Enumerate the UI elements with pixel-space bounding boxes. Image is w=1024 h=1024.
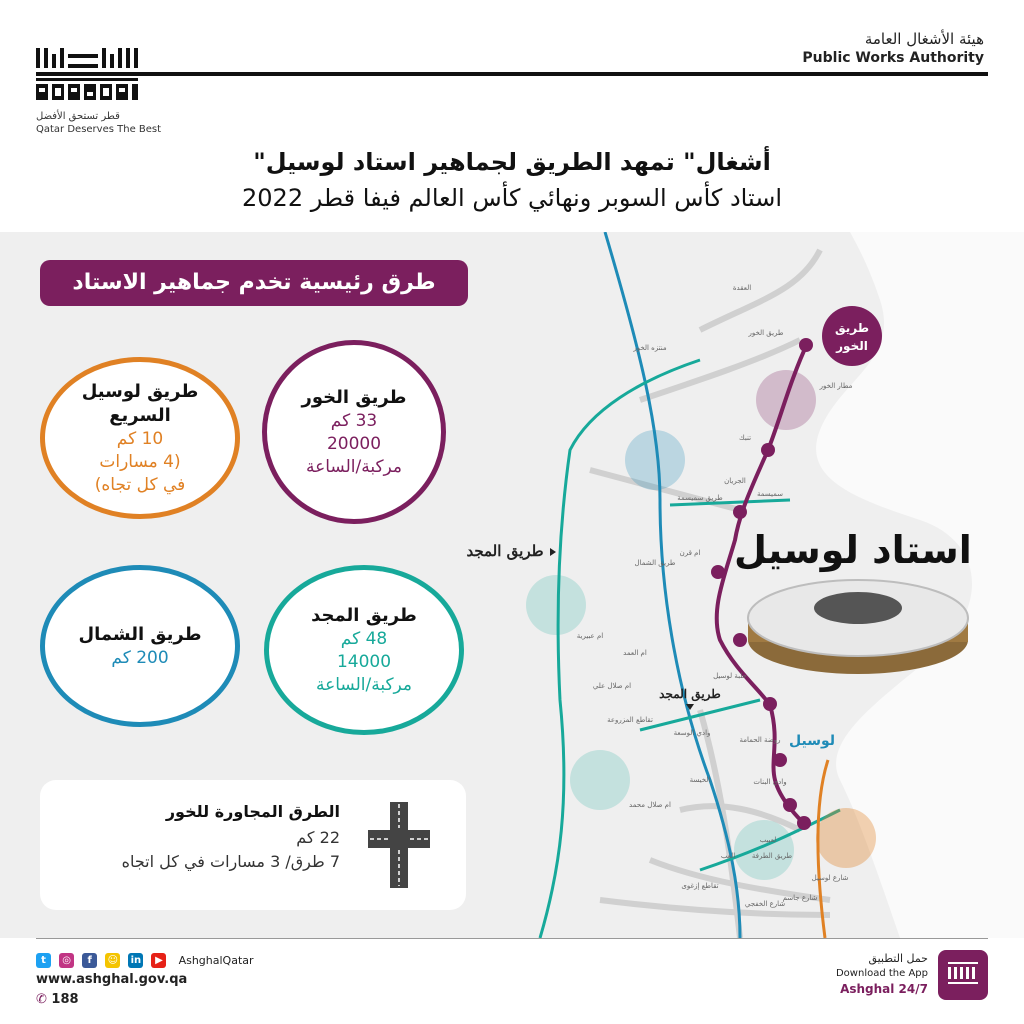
- place-label: طريق الطرفة: [751, 852, 793, 860]
- road-node: [761, 443, 775, 457]
- place-label: منتزه الخور: [633, 344, 667, 352]
- stadium-image: [748, 580, 968, 674]
- logo-tagline: [36, 110, 176, 136]
- majd-road-length: 48 كم: [340, 628, 388, 649]
- authority-name-ar: هيئة الأشغال العامة: [864, 30, 984, 48]
- lusail-expressway-card: [40, 357, 240, 519]
- road-node: [733, 505, 747, 519]
- shamal-road-length: 200 كم: [111, 647, 169, 668]
- zone-circle: [526, 575, 586, 635]
- authority-name-en: Public Works Authority: [802, 50, 984, 66]
- majd-connector: [640, 700, 760, 730]
- majd-map-label-mid: طريق المجد: [659, 687, 721, 701]
- khor-marker: [822, 306, 882, 366]
- phone-icon: ✆: [36, 992, 52, 1007]
- place-label: مطار الخور: [819, 382, 853, 390]
- place-label: وادي الوسعة: [673, 729, 711, 737]
- place-label: الجريان: [724, 477, 746, 485]
- majd-road-title: طريق المجد: [311, 604, 417, 626]
- road-node: [733, 633, 747, 647]
- place-label: تقاطع إزغوى: [681, 882, 719, 890]
- website-link[interactable]: www.ashghal.gov.qa: [36, 972, 188, 987]
- facebook-icon[interactable]: f: [82, 953, 97, 968]
- place-label: طريق الشمال: [634, 559, 676, 567]
- road-node: [783, 798, 797, 812]
- lusail-map-label: لوسيل: [788, 733, 836, 749]
- grey-road: [700, 250, 820, 330]
- app-download-en: Download the App: [835, 968, 928, 979]
- page-subtitle: استاد كأس السوبر ونهائي كأس العالم فيفا قطر 2022: [242, 184, 782, 212]
- road-node: [799, 338, 813, 352]
- khor-marker-label: طريق: [834, 321, 870, 335]
- place-label: حلبة لوسيل: [713, 672, 747, 680]
- zone-circle: [570, 750, 630, 810]
- zone-circle: [734, 820, 794, 880]
- place-label: تنبك: [738, 434, 752, 442]
- lusail-expressway-direction: في كل تجاه): [94, 474, 186, 495]
- stadium-label: استاد لوسيل: [734, 528, 972, 572]
- section-banner: طرق رئيسية تخدم جماهير الاستاد: [40, 260, 468, 306]
- shamal-road-card: [40, 565, 240, 727]
- road-intersection-icon: [368, 802, 430, 888]
- road-node: [711, 565, 725, 579]
- linkedin-icon[interactable]: in: [128, 953, 143, 968]
- ashghal-app-icon[interactable]: [938, 950, 988, 1000]
- nearby-roads-title: الطرق المجاورة للخور: [165, 802, 340, 821]
- grey-road: [600, 900, 830, 915]
- lusail-expressway-length: 10 كم: [116, 428, 164, 449]
- place-label: الغب: [720, 852, 736, 860]
- social-links: [36, 950, 254, 969]
- youtube-icon[interactable]: ▶: [151, 953, 166, 968]
- logo-tagline-en: Qatar Deserves The Best: [36, 124, 162, 135]
- social-handle[interactable]: AshghalQatar: [178, 954, 254, 967]
- place-label: ام قرن: [679, 549, 701, 557]
- place-label: لعبيب: [759, 836, 777, 844]
- majd-road-capacity: 14000: [336, 651, 392, 672]
- place-label: شارع الخفجي: [744, 900, 786, 908]
- instagram-icon[interactable]: ◎: [59, 953, 74, 968]
- khor-road-title: طريق الخور: [301, 386, 407, 408]
- phone-number[interactable]: [36, 992, 79, 1007]
- place-label: ام صلال علي: [592, 682, 632, 690]
- khor-road-card: [262, 340, 446, 524]
- majd-road-card: [264, 565, 464, 735]
- khor-road-length: 33 كم: [330, 410, 378, 431]
- twitter-icon[interactable]: t: [36, 953, 51, 968]
- place-label: العقدة: [732, 284, 752, 292]
- snapchat-icon[interactable]: ☺: [105, 953, 120, 968]
- nearby-roads-card: [40, 780, 466, 910]
- nearby-roads-lanes: 7 طرق/ 3 مسارات في كل اتجاه: [121, 852, 340, 871]
- shamal-road-title: طريق الشمال: [78, 623, 202, 645]
- majd-road-unit: مركبة/الساعة: [315, 674, 413, 695]
- place-label: ام عبيرية: [576, 632, 604, 640]
- place-label: طريق سميسمة: [677, 494, 723, 502]
- nearby-roads-length: 22 كم: [296, 828, 340, 847]
- place-label: تقاطع المزروعة: [607, 716, 653, 724]
- place-label: سميسمة: [756, 490, 784, 498]
- arrow-icon: [550, 548, 556, 556]
- logo-tagline-ar: قطر تستحق الأفضل: [36, 111, 120, 122]
- lusail-expressway-lanes: (4 مسارات: [99, 451, 181, 472]
- place-label: شارع لوسيل: [811, 874, 849, 882]
- page-title: أشغال" تمهد الطريق لجماهير استاد لوسيل": [253, 148, 771, 176]
- place-label: روضة الحمامة: [739, 736, 781, 744]
- app-name[interactable]: Ashghal 24/7: [840, 982, 928, 996]
- khor-road-capacity: 20000: [326, 433, 382, 454]
- grey-road: [700, 710, 740, 938]
- road-node: [773, 753, 787, 767]
- place-label: شارع جاسم: [782, 894, 818, 902]
- zone-circle: [625, 430, 685, 490]
- place-label: طريق الخور: [748, 329, 784, 337]
- place-label: ام العمد: [623, 649, 647, 657]
- place-label: وادي البنات: [753, 778, 787, 786]
- khor-road-unit: مركبة/الساعة: [305, 456, 403, 477]
- road-node: [763, 697, 777, 711]
- phone-value: 188: [51, 992, 79, 1007]
- khor-marker-label: الخور: [836, 339, 868, 353]
- zone-circle: [816, 808, 876, 868]
- lusail-expressway-title-2: السريع: [109, 404, 171, 426]
- app-download-ar: حمل التطبيق: [868, 952, 928, 965]
- place-label: ام صلال محمد: [629, 801, 671, 809]
- footer-divider: [36, 938, 988, 939]
- header-divider: [36, 72, 988, 76]
- road-node: [797, 816, 811, 830]
- lusail-expressway-title: طريق لوسيل: [81, 380, 199, 402]
- majd-map-label-left: طريق المجد: [466, 542, 544, 560]
- place-label: الخيسة: [689, 776, 711, 784]
